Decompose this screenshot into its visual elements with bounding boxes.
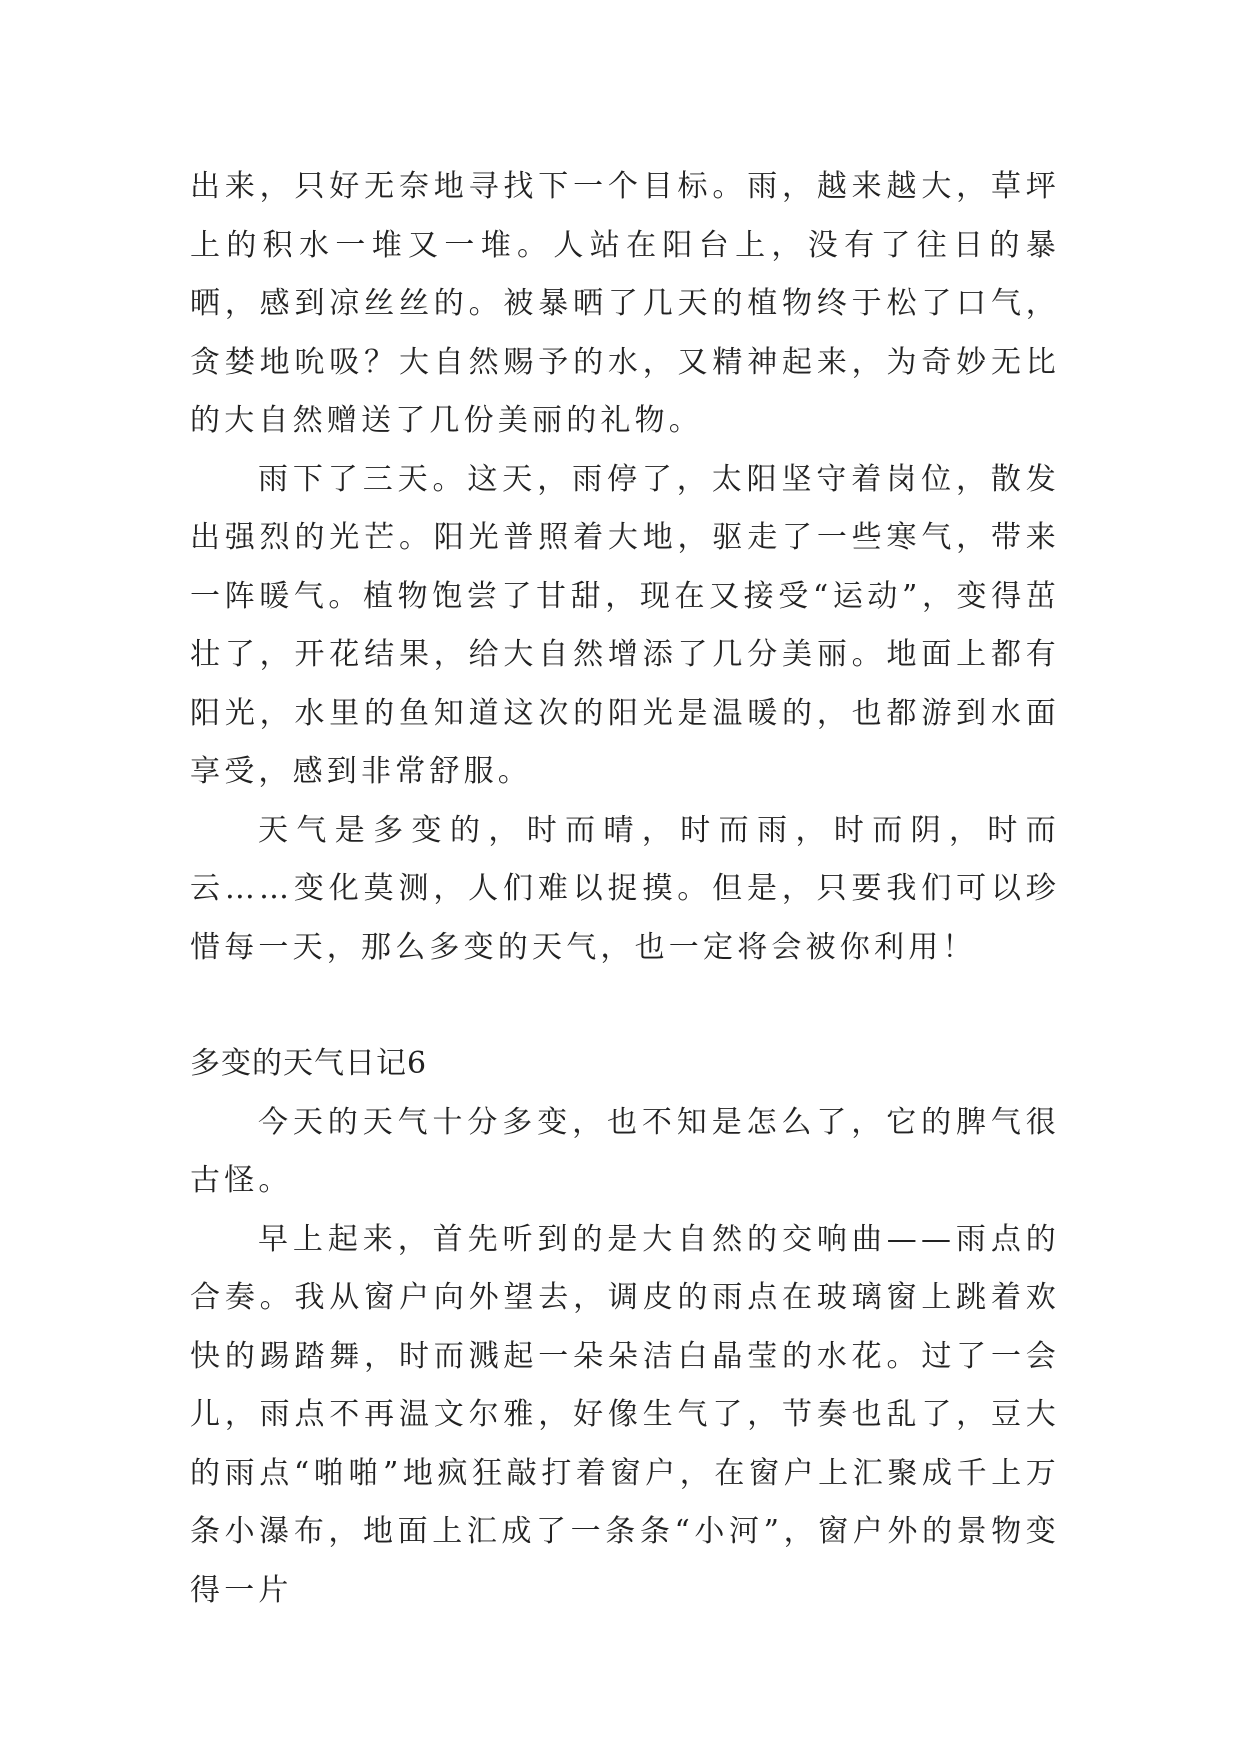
paragraph-morning-rain: 早上起来，首先听到的是大自然的交响曲——雨点的合奏。我从窗户向外望去，调皮的雨点在玻璃窗上跳着欢快的踢踏舞，时而溅起一朵朵洁白晶莹的水花。过了一会儿，雨点不再温文尔雅，好像生气了，节奏也乱了，豆大的雨点“啪啪”地疯狂敲打着窗户，在窗户上汇聚成千上万条小瀑布，地面上汇成了一条条“小河”，窗户外的景物变得一片 <box>190 1221 1060 1608</box>
section-title: 多变的天气日记6 <box>190 1046 428 1081</box>
paragraph-continuation: 出来，只好无奈地寻找下一个目标。雨，越来越大，草坪上的积水一堆又一堆。人站在阳台上，没有了往日的暴晒，感到凉丝丝的。被暴晒了几天的植物终于松了口气，贪婪地吮吸？大自然赐予的水，又精神起来，为奇妙无比的大自然赠送了几份美丽的礼物。 <box>190 169 1060 438</box>
document-body <box>190 158 1060 1620</box>
paragraph-intro: 今天的天气十分多变，也不知是怎么了，它的脾气很古怪。 <box>190 1104 1060 1198</box>
paragraph-rain-stopped: 雨下了三天。这天，雨停了，太阳坚守着岗位，散发出强烈的光芒。阳光普照着大地，驱走了一些寒气，带来一阵暖气。植物饱尝了甘甜，现在又接受“运动”，变得茁壮了，开花结果，给大自然增添了几分美丽。地面上都有阳光，水里的鱼知道这次的阳光是温暖的，也都游到水面享受，感到非常舒服。 <box>190 461 1060 789</box>
paragraph-conclusion: 天气是多变的，时而晴，时而雨，时而阴，时而云……变化莫测，人们难以捉摸。但是，只要我们可以珍惜每一天，那么多变的天气，也一定将会被你利用！ <box>190 812 1060 965</box>
